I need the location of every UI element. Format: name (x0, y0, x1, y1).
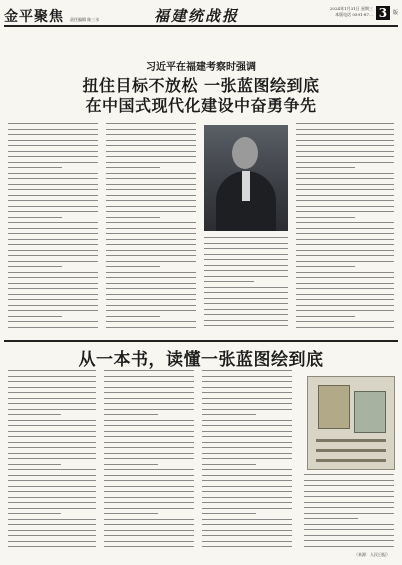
text-line (106, 129, 196, 130)
text-line (104, 376, 194, 377)
text-line (8, 546, 96, 547)
text-line (106, 261, 196, 262)
text-line (202, 469, 292, 470)
text-line (296, 272, 394, 273)
text-line (104, 475, 194, 476)
text-line (204, 298, 288, 299)
masthead (4, 6, 398, 26)
text-line (204, 254, 288, 255)
text-line (202, 376, 292, 377)
text-line (296, 222, 394, 223)
text-line (8, 162, 98, 163)
text-line (202, 425, 292, 426)
text-line (106, 228, 196, 229)
text-line (104, 381, 194, 382)
text-line (104, 491, 194, 492)
text-line (106, 195, 196, 196)
text-line (8, 129, 98, 130)
text-line (296, 217, 355, 218)
text-line (296, 266, 355, 267)
text-line (204, 309, 288, 310)
text-line (106, 327, 196, 328)
text-line (104, 431, 194, 432)
text-line (8, 458, 96, 459)
text-line (8, 151, 98, 152)
text-line (304, 524, 394, 525)
text-line (204, 265, 288, 266)
text-line (8, 530, 96, 531)
text-line (8, 206, 98, 207)
text-line (106, 277, 196, 278)
text-line (106, 244, 196, 245)
text-line (204, 248, 288, 249)
headline-line-1: 扭住目标不放松 一张蓝图绘到底 (82, 76, 320, 95)
text-line (8, 541, 96, 542)
text-line (106, 321, 196, 322)
text-line (8, 294, 98, 295)
text-line (8, 244, 98, 245)
text-line (202, 535, 292, 536)
text-line (304, 502, 394, 503)
text-line (296, 321, 394, 322)
text-line (296, 255, 394, 256)
text-line (8, 173, 98, 174)
text-line (8, 200, 98, 201)
text-line (202, 409, 292, 410)
text-line (8, 134, 98, 135)
text-line (296, 140, 394, 141)
text-line (104, 546, 194, 547)
text-line (8, 381, 96, 382)
text-line (106, 211, 196, 212)
text-line (296, 156, 394, 157)
text-line (104, 370, 194, 371)
text-line (8, 491, 96, 492)
text-line (104, 436, 194, 437)
text-line (296, 299, 394, 300)
text-line (106, 140, 196, 141)
text-line (204, 281, 254, 282)
text-line (8, 497, 96, 498)
text-line (104, 541, 194, 542)
section-title: 金平聚焦 (4, 9, 64, 25)
text-line (204, 237, 288, 238)
text-line (8, 123, 98, 124)
masthead-rule (4, 25, 398, 27)
text-line (296, 244, 394, 245)
text-line (104, 535, 194, 536)
text-line (8, 167, 62, 168)
text-line (104, 447, 194, 448)
text-column-8 (304, 474, 394, 551)
text-line (104, 414, 158, 415)
text-line (104, 524, 194, 525)
text-line (8, 283, 98, 284)
text-line (204, 243, 288, 244)
text-line (106, 255, 196, 256)
text-line (8, 217, 62, 218)
text-line (106, 266, 160, 267)
text-line (106, 167, 160, 168)
text-line (202, 480, 292, 481)
masthead-left (4, 6, 99, 26)
text-line (204, 292, 288, 293)
text-line (8, 431, 96, 432)
text-line (296, 167, 355, 168)
text-line (296, 288, 394, 289)
text-column-7 (202, 370, 292, 552)
text-line (296, 316, 355, 317)
text-line (202, 387, 292, 388)
text-line (104, 420, 194, 421)
text-line (8, 392, 96, 393)
text-line (296, 277, 394, 278)
text-line (104, 497, 194, 498)
text-line (106, 239, 196, 240)
text-line (8, 420, 96, 421)
text-line (296, 206, 394, 207)
text-line (296, 228, 394, 229)
text-line (104, 519, 194, 520)
text-line (8, 442, 96, 443)
text-line (106, 316, 160, 317)
text-line (106, 233, 196, 234)
text-column-6 (104, 370, 194, 552)
text-line (202, 420, 292, 421)
text-line (8, 233, 98, 234)
text-line (8, 239, 98, 240)
text-line (8, 250, 98, 251)
text-line (202, 519, 292, 520)
text-line (304, 496, 394, 497)
text-line (296, 195, 394, 196)
phone-line: 本版电话 0591-87… (335, 12, 373, 17)
text-line (304, 474, 394, 475)
text-line (296, 294, 394, 295)
article-kicker: 习近平在福建考察时强调 (146, 62, 256, 73)
text-line (296, 151, 394, 152)
text-line (8, 266, 62, 267)
text-line (296, 211, 394, 212)
text-column-1 (8, 123, 98, 332)
text-line (304, 485, 394, 486)
text-line (8, 156, 98, 157)
text-line (204, 287, 288, 288)
text-line (104, 425, 194, 426)
text-line (8, 178, 98, 179)
text-line (104, 502, 194, 503)
text-line (296, 310, 394, 311)
text-line (202, 458, 292, 459)
text-line (104, 442, 194, 443)
text-line (202, 398, 292, 399)
text-line (8, 277, 98, 278)
text-line (106, 173, 196, 174)
text-line (106, 178, 196, 179)
text-line (8, 370, 96, 371)
text-line (296, 283, 394, 284)
text-line (202, 530, 292, 531)
text-line (202, 414, 256, 415)
text-line (296, 233, 394, 234)
text-line (106, 189, 196, 190)
text-line (202, 491, 292, 492)
text-line (8, 425, 96, 426)
text-column-3 (204, 237, 288, 331)
text-line (106, 222, 196, 223)
text-line (8, 447, 96, 448)
text-line (106, 151, 196, 152)
section-divider (4, 340, 398, 342)
text-line (104, 387, 194, 388)
text-line (296, 145, 394, 146)
text-line (106, 294, 196, 295)
text-line (202, 431, 292, 432)
text-line (106, 283, 196, 284)
text-line (106, 156, 196, 157)
text-line (296, 173, 394, 174)
text-line (8, 228, 98, 229)
text-line (8, 436, 96, 437)
text-line (8, 502, 96, 503)
text-line (8, 316, 62, 317)
text-line (104, 464, 158, 465)
text-line (8, 255, 98, 256)
text-line (8, 222, 98, 223)
text-line (106, 250, 196, 251)
text-line (8, 299, 98, 300)
text-line (8, 535, 96, 536)
text-line (106, 206, 196, 207)
text-line (202, 370, 292, 371)
text-line (202, 392, 292, 393)
text-line (8, 261, 98, 262)
text-line (296, 261, 394, 262)
text-column-2 (106, 123, 196, 332)
text-line (304, 518, 358, 519)
text-line (202, 403, 292, 404)
text-line (104, 403, 194, 404)
text-line (104, 469, 194, 470)
text-line (104, 409, 194, 410)
text-line (8, 513, 61, 514)
text-line (8, 486, 96, 487)
text-line (204, 276, 288, 277)
text-line (8, 321, 98, 322)
text-line (106, 134, 196, 135)
text-line (8, 508, 96, 509)
page-number: 3 (376, 6, 390, 20)
text-line (296, 162, 394, 163)
text-line (8, 327, 98, 328)
text-line (296, 189, 394, 190)
text-line (8, 524, 96, 525)
text-line (104, 508, 194, 509)
text-line (104, 530, 194, 531)
text-line (106, 145, 196, 146)
text-line (304, 513, 394, 514)
text-column-4 (296, 123, 394, 332)
text-line (104, 480, 194, 481)
text-line (204, 270, 288, 271)
text-line (202, 453, 292, 454)
text-line (106, 299, 196, 300)
text-line (202, 447, 292, 448)
masthead-right (330, 6, 398, 20)
text-line (8, 272, 98, 273)
text-line (202, 502, 292, 503)
text-line (8, 453, 96, 454)
text-line (202, 381, 292, 382)
text-line (296, 250, 394, 251)
text-line (8, 305, 98, 306)
editor-line: 责任编辑 陈三水 (70, 17, 100, 22)
text-line (204, 259, 288, 260)
portrait-photo (204, 125, 288, 231)
page-label: 版 (392, 10, 398, 16)
text-line (202, 513, 256, 514)
text-line (8, 464, 61, 465)
text-line (304, 535, 394, 536)
text-line (202, 486, 292, 487)
text-line (106, 272, 196, 273)
text-line (8, 288, 98, 289)
text-line (8, 469, 96, 470)
text-line (202, 497, 292, 498)
second-article-body (8, 370, 394, 558)
text-line (106, 305, 196, 306)
text-line (104, 392, 194, 393)
text-line (204, 325, 288, 326)
text-line (104, 398, 194, 399)
text-line (296, 305, 394, 306)
text-column-5 (8, 370, 96, 552)
text-line (104, 458, 194, 459)
text-line (304, 540, 394, 541)
text-line (8, 145, 98, 146)
text-line (8, 409, 96, 410)
source-note: （来源：人民日报） (354, 552, 390, 557)
second-article-headline: 从一本书，读懂一张蓝图绘到底 (78, 350, 324, 370)
text-line (106, 184, 196, 185)
text-line (204, 303, 288, 304)
text-line (106, 162, 196, 163)
text-line (202, 436, 292, 437)
text-line (304, 546, 394, 547)
article-main-body (8, 123, 394, 336)
text-line (204, 320, 288, 321)
text-line (8, 475, 96, 476)
headline-line-2: 在中国式现代化建设中奋勇争先 (85, 96, 317, 115)
text-line (8, 376, 96, 377)
text-line (104, 486, 194, 487)
text-line (8, 480, 96, 481)
text-line (204, 314, 288, 315)
text-line (202, 541, 292, 542)
text-line (8, 398, 96, 399)
date-line: 2024年1月31日 星期三 (329, 6, 373, 11)
text-line (106, 217, 160, 218)
text-line (8, 403, 96, 404)
text-line (304, 480, 394, 481)
newspaper-name: 福建统战报 (154, 7, 240, 25)
text-line (8, 195, 98, 196)
text-line (106, 123, 196, 124)
text-line (104, 453, 194, 454)
text-line (202, 475, 292, 476)
text-line (202, 524, 292, 525)
text-line (296, 327, 394, 328)
text-line (304, 491, 394, 492)
text-line (296, 134, 394, 135)
text-line (202, 546, 292, 547)
text-line (304, 507, 394, 508)
text-line (296, 200, 394, 201)
text-line (8, 414, 61, 415)
text-line (106, 288, 196, 289)
text-line (8, 387, 96, 388)
text-line (296, 178, 394, 179)
text-line (8, 184, 98, 185)
book-photo (307, 376, 395, 470)
text-line (106, 200, 196, 201)
date-block (330, 6, 373, 18)
text-line (296, 129, 394, 130)
text-line (8, 519, 96, 520)
text-line (106, 310, 196, 311)
text-line (202, 508, 292, 509)
text-line (202, 464, 256, 465)
text-line (8, 211, 98, 212)
text-line (8, 140, 98, 141)
text-line (8, 310, 98, 311)
text-line (296, 239, 394, 240)
text-line (296, 123, 394, 124)
text-line (8, 189, 98, 190)
text-line (202, 442, 292, 443)
text-line (304, 529, 394, 530)
text-line (104, 513, 158, 514)
text-line (296, 184, 394, 185)
